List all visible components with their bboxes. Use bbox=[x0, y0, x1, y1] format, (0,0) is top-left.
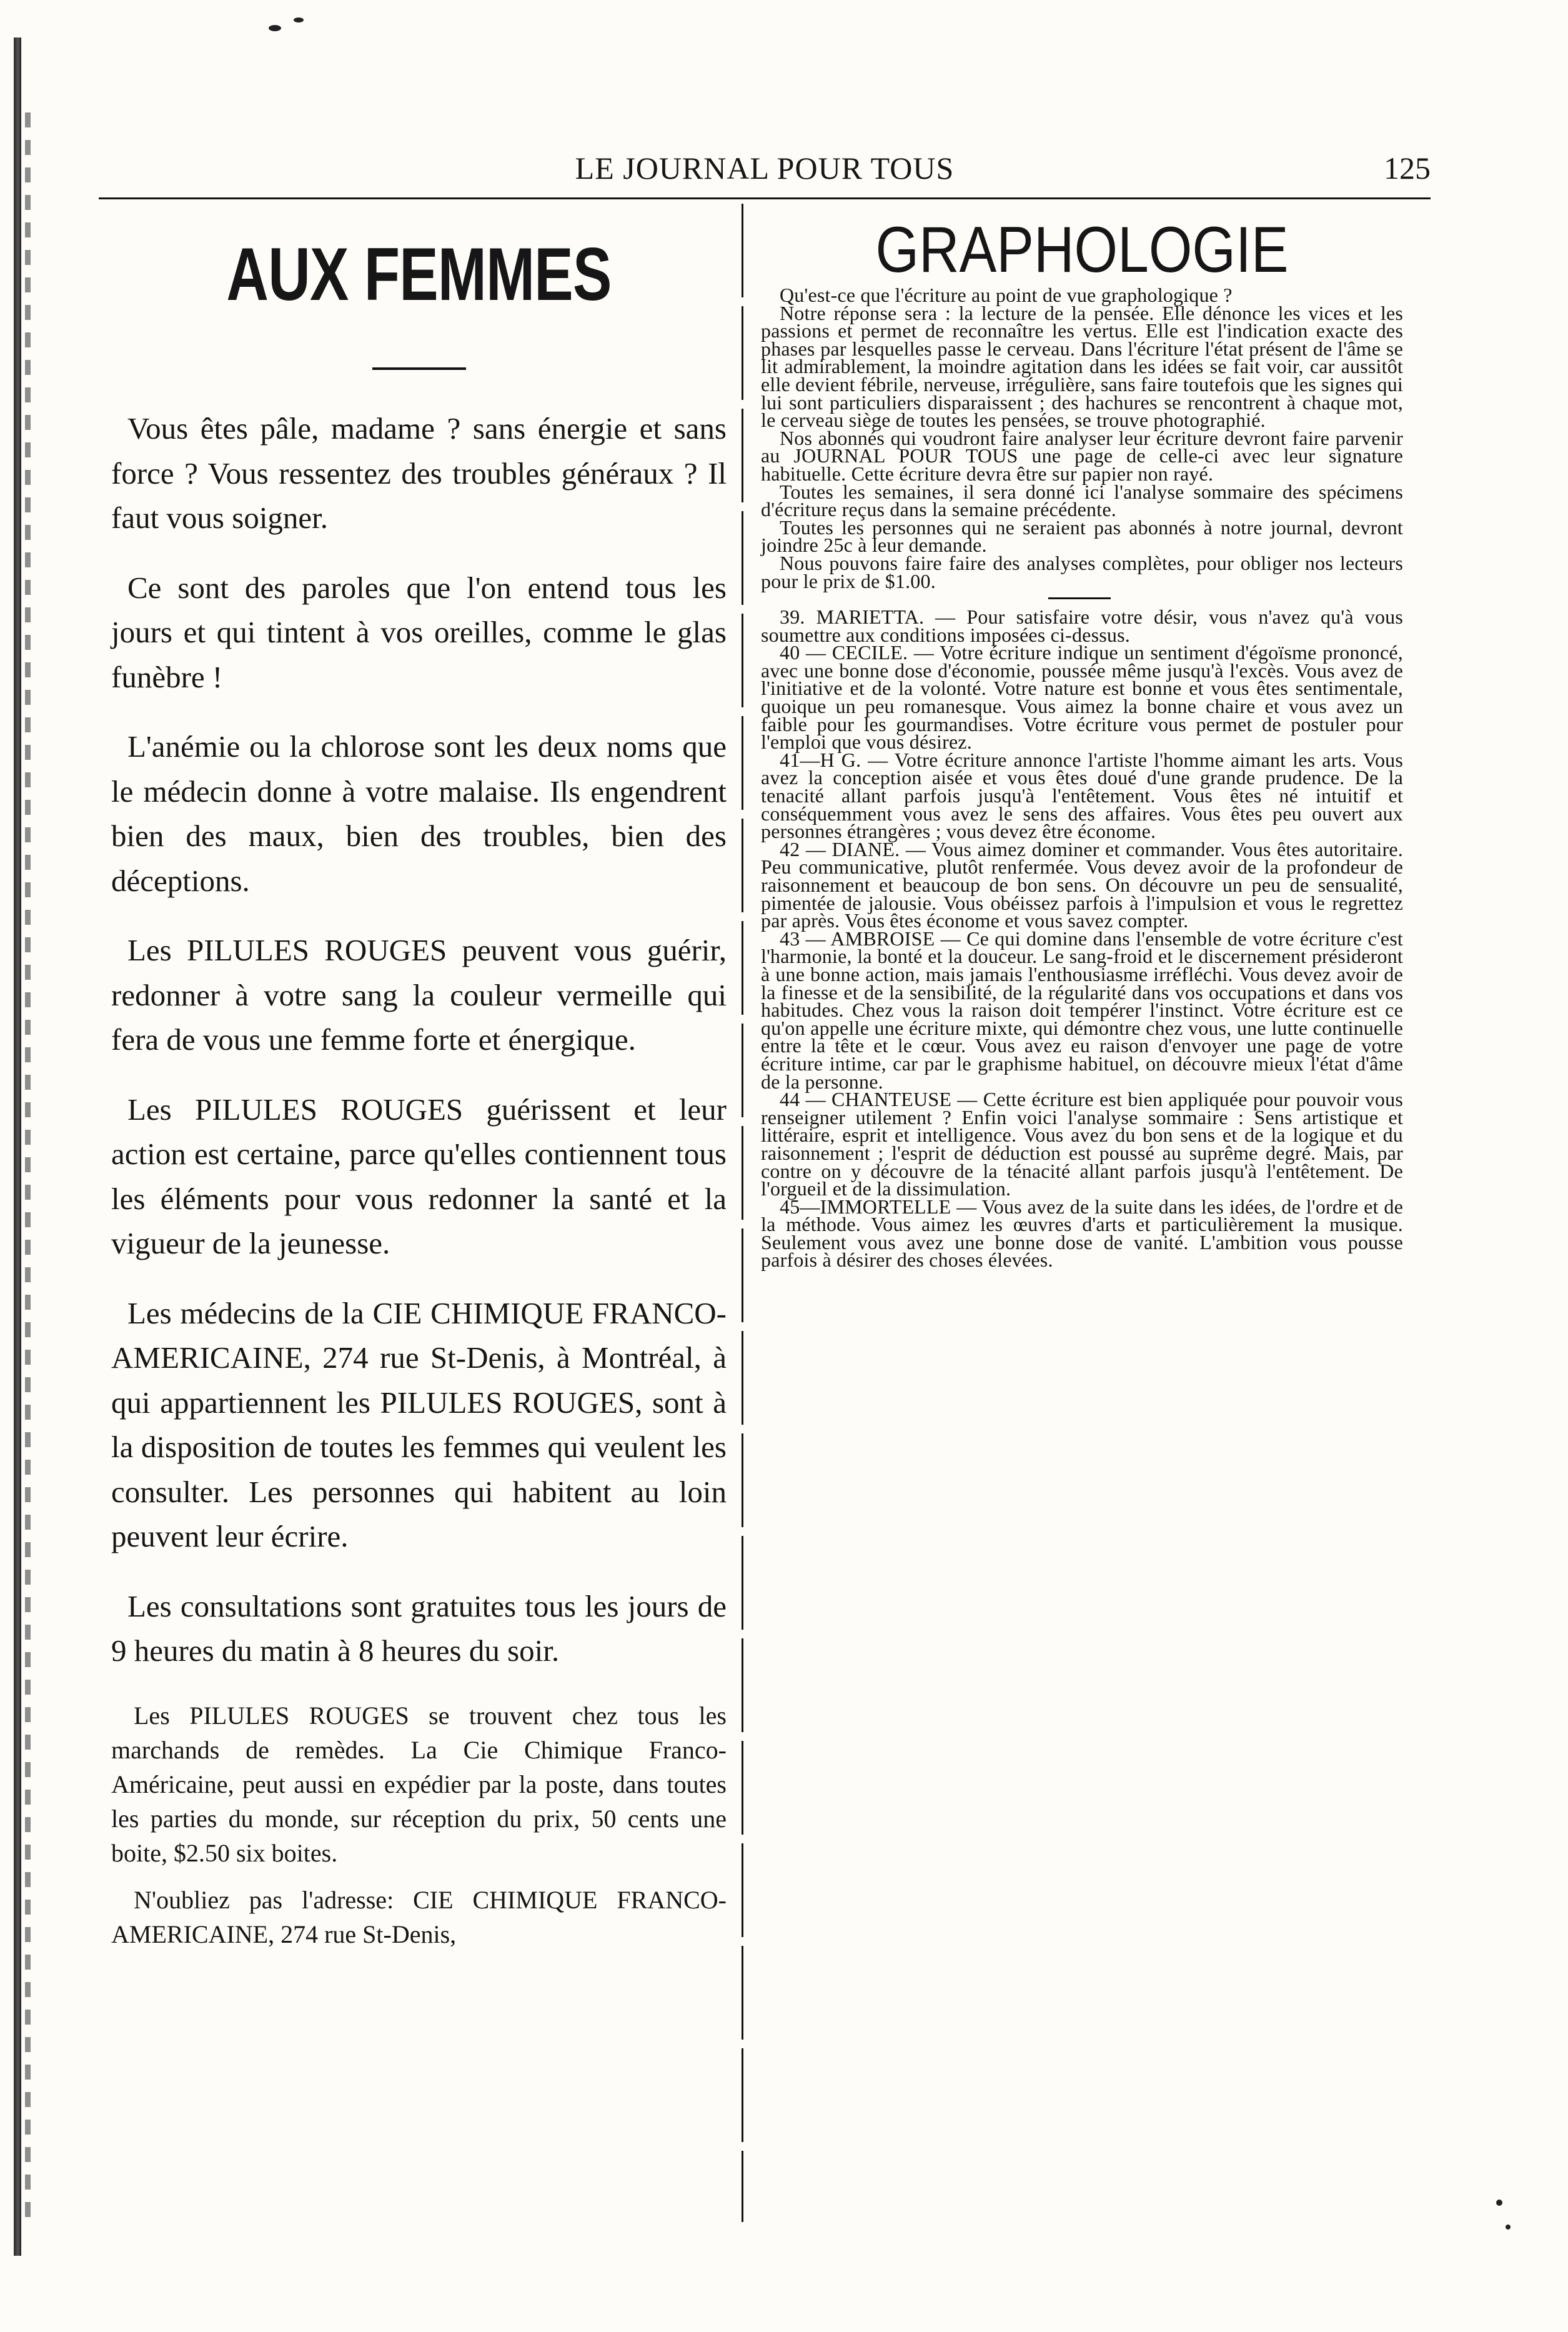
analysis-entry: 43 — AMBROISE — Ce qui domine dans l'ensemble de votre écriture c'est l'harmonie, la bonté et la douceur. Le sang-froid et le discernement présideront à une bonne action, mais jamais l'enthousiasme irréfléchi. Vous devez avoir de la finesse et de la sensibilité, de la régularité dans vos occupations et dans vos habitudes. Chez vous la raison doit tempérer l'instinct. Votre écriture est ce qu'on appelle une écriture mixte, qui démontre chez vous, une lutte continuelle entre la tête et le cœur. Vous avez eu raison d'envoyer une page de votre écriture intime, car par le graphisme habituel, on découvre mieux l'état d'âme de la personne. bbox=[761, 927, 1403, 1093]
ink-speck bbox=[294, 17, 304, 22]
column-divider bbox=[742, 204, 743, 2222]
title-rule bbox=[372, 367, 466, 370]
ink-speck bbox=[1496, 2200, 1502, 2206]
journal-title: LE JOURNAL POUR TOUS bbox=[575, 151, 955, 186]
page-number: 125 bbox=[1384, 151, 1431, 186]
intro-paragraph: Qu'est-ce que l'écriture au point de vue graphologique ? bbox=[780, 284, 1233, 306]
ink-speck bbox=[1506, 2225, 1511, 2230]
analysis-entry: 40 — CECILE. — Votre écriture indique un sentiment d'égoïsme prononcé, avec une bonne dose d'économie, poussée même jusqu'à l'excès. Vous avez de l'initiative et de la volonté. Votre nature est bonne et vous êtes sentimentale, quoique un peu romanesque. Vous aimez la bonne chaire et vous avez un faible pour les gourmandises. Votre écriture vous permet de postuler pour l'emploi que vous désirez. bbox=[761, 641, 1403, 754]
right-column-graphology bbox=[761, 214, 1403, 1272]
analysis-entry: 41—H G. — Votre écriture annonce l'artiste l'homme aimant les arts. Vous avez la conception aisée et vous êtes doué d'une grande prudence. De la tenacité allant parfois jusqu'à l'entêtement. Vous êtes né intuitif et conséquemment vous avez le sens des affaires. Vous êtes peu ouvert aux personnes étrangères ; vous devez être économe. bbox=[761, 748, 1403, 843]
intro-paragraph: Toutes les semaines, il sera donné ici l'analyse sommaire des spécimens d'écriture reçus dans la semaine précédente. bbox=[761, 480, 1403, 521]
ad-paragraph: L'anémie ou la chlorose sont les deux noms que le médecin donne à votre malaise. Ils engendrent bien des maux, bien des troubles, bien des déceptions. bbox=[111, 729, 727, 898]
intro-paragraph: Notre réponse sera : la lecture de la pensée. Elle dénonce les vices et les passions et permet de reconnaître les vertus. Elle est l'indication exacte des phases par lesquelles passe le cerveau. Dans l'écriture l'état présent de l'âme se lit admirablement, la moindre agitation dans les idées se fait voir, car aussitôt elle devient fébrile, nerveuse, irrégulière, sans faire toutefois que les signes qui lui sont particuliers disparaissent ; des hachures se rencontrent à chaque mot, le cerveau siège de toutes les pensées, se trouve photographié. bbox=[761, 301, 1403, 432]
graphology-title: GRAPHOLOGIE bbox=[875, 214, 1289, 286]
intro-paragraph: Toutes les personnes qui ne seraient pas abonnés à notre journal, devront joindre 25c à leur demande. bbox=[761, 516, 1403, 557]
analysis-entry: 45—IMMORTELLE — Vous avez de la suite dans les idées, de l'ordre et de la méthode. Vous aimez les œuvres d'arts et particulièrement la musique. Seulement vous avez une bonne dose de vanité. L'ambition vous pousse parfois à désirer des choses élevées. bbox=[761, 1195, 1403, 1272]
ad-paragraph: Vous êtes pâle, madame ? sans énergie et sans force ? Vous ressentez des troubles généraux ? Il faut vous soigner. bbox=[111, 411, 727, 535]
ad-address: N'oubliez pas l'adresse: CIE CHIMIQUE FRANCO-AMERICAINE, 274 rue St-Denis, bbox=[111, 1885, 727, 1948]
intro-paragraph: Nos abonnés qui voudront faire analyser leur écriture devront faire parvenir au JOURNAL POUR TOUS une page de celle-ci avec leur signature habituelle. Cette écriture devra être sur papier non rayé. bbox=[761, 426, 1403, 485]
page-binding-edge bbox=[14, 37, 21, 2256]
left-column-advertisement bbox=[111, 219, 727, 1964]
ad-title: AUX FEMMES bbox=[226, 232, 612, 316]
ad-paragraph: Les PILULES ROUGES peuvent vous guérir, redonner à votre sang la couleur vermeille qui fera de vous une femme forte et énergique. bbox=[111, 933, 727, 1057]
analysis-entry: 44 — CHANTEUSE — Cette écriture est bien appliquée pour pouvoir vous renseigner utilement ? Enfin voici l'analyse sommaire : Sens artistique et littéraire, esprit et intelligence. Vous avez du bon sens et de la logique et du raisonnement ; l'esprit de déduction est poussé au suprême degré. Mais, par contre on y découvre de la ténacité allant parfois jusqu'à l'entêtement. De l'orgueil et de la dissimulation. bbox=[761, 1088, 1403, 1200]
ad-paragraph: Les PILULES ROUGES guérissent et leur action est certaine, parce qu'elles contiennent tous les éléments pour vous redonner la santé et la vigueur de la jeunesse. bbox=[111, 1092, 727, 1260]
ad-paragraph: Ce sont des paroles que l'on entend tous les jours et qui tintent à vos oreilles, comme le glas funèbre ! bbox=[111, 570, 727, 694]
analysis-entry: 39. MARIETTA. — Pour satisfaire votre désir, vous n'avez qu'à vous soumettre aux conditions imposées ci-dessus. bbox=[761, 605, 1403, 646]
ad-paragraph: Les médecins de la CIE CHIMIQUE FRANCO-AMERICAINE, 274 rue St-Denis, à Montréal, à qui appartiennent les PILULES ROUGES, sont à la disposition de toutes les femmes qui veulent les consulter. Les personnes qui habitent au loin peuvent leur écrire. bbox=[111, 1295, 727, 1553]
ink-speck bbox=[269, 25, 281, 31]
section-rule bbox=[1048, 597, 1111, 599]
header-rule bbox=[99, 197, 1431, 199]
analysis-entry: 42 — DIANE. — Vous aimez dominer et commander. Vous êtes autoritaire. Peu communicative, plutôt renfermée. Vous devez avoir de la profondeur de raisonnement et beaucoup de bon sens. On découvre un peu de sensualité, pimentée de jalousie. Vous obéissez parfois à l'impulsion et vous le regrettez par après. Vous êtes économe et vous savez compter. bbox=[761, 837, 1403, 932]
ad-paragraph: Les consultations sont gratuites tous les jours de 9 heures du matin à 8 heures du soir. bbox=[111, 1588, 727, 1668]
binding-shadow bbox=[25, 112, 31, 2225]
intro-paragraph: Nous pouvons faire faire des analyses complètes, pour obliger nos lecteurs pour le prix de $1.00. bbox=[761, 551, 1403, 592]
ad-small-paragraph: Les PILULES ROUGES se trouvent chez tous les marchands de remèdes. La Cie Chimique Franco-Américaine, peut aussi en expédier par la poste, dans toutes les parties du monde, sur réception du prix, 50 cents une boite, $2.50 six boites. bbox=[111, 1701, 727, 1867]
page-header bbox=[99, 150, 1431, 194]
